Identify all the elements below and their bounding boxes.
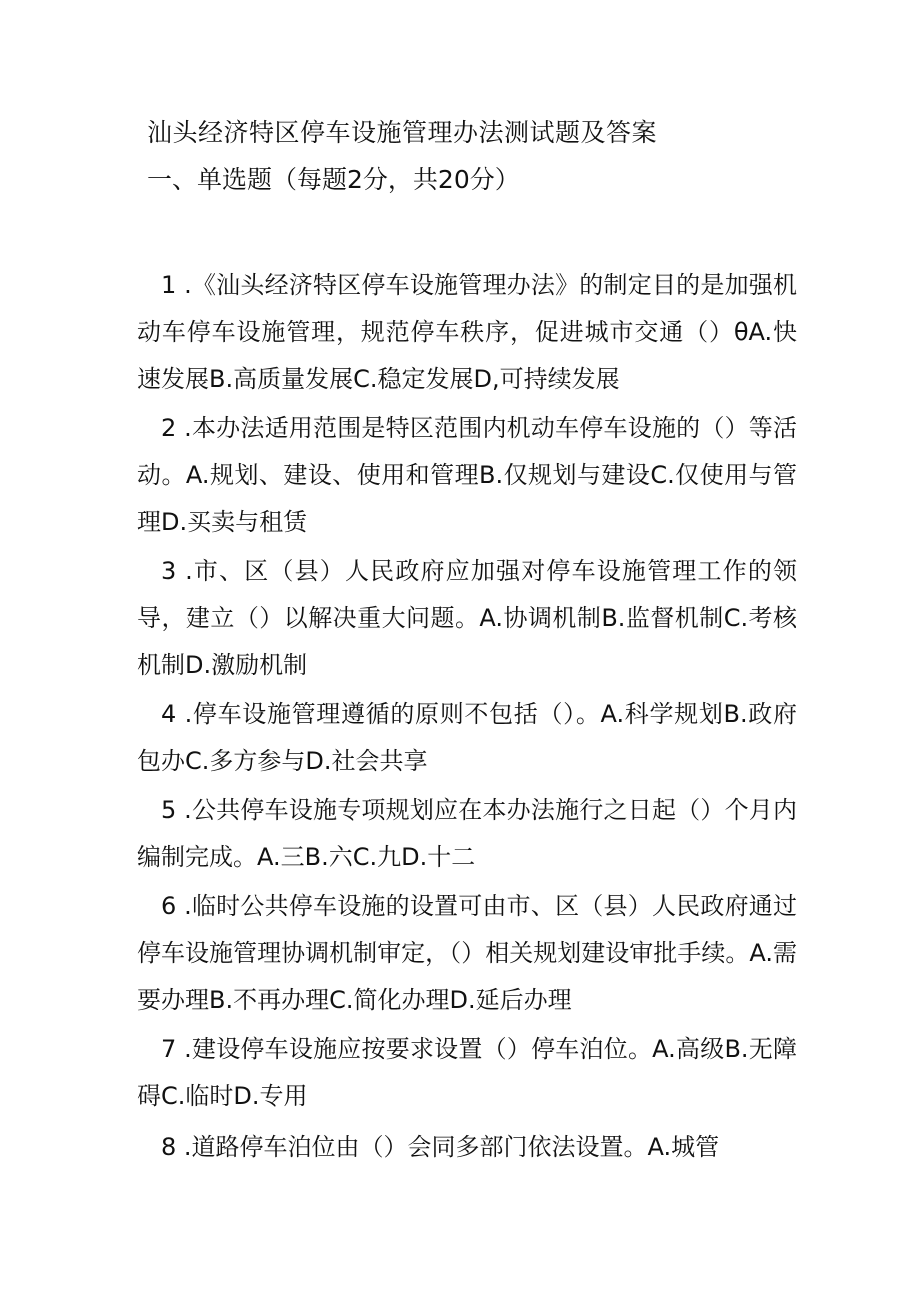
question-7: 7 .建设停车设施应按要求设置（）停车泊位。A.高级B.无障碍C.临时D.专用 [137,1035,797,1110]
question-1: 1 .《汕头经济特区停车设施管理办法》的制定目的是加强机动车停车设施管理，规范停车秩序，促进城市交通（）θA.快速发展B.高质量发展C.稳定发展D,可持续发展 [137,271,797,393]
document-title: 汕头经济特区停车设施管理办法测试题及答案 [147,118,658,147]
section-heading: 一、单选题（每题2分，共20分） [147,165,520,194]
question-8: 8 .道路停车泊位由（）会同多部门依法设置。A.城管 [161,1133,720,1161]
question-5: 5 .公共停车设施专项规划应在本办法施行之日起（）个月内编制完成。A.三B.六C.九D.十二 [137,796,797,871]
question-list [137,262,797,1173]
question-2: 2 .本办法适用范围是特区范围内机动车停车设施的（）等活动。A.规划、建设、使用和管理B.仅规划与建设C.仅使用与管理D.买卖与租赁 [137,414,797,536]
question-6: 6 .临时公共停车设施的设置可由市、区（县）人民政府通过停车设施管理协调机制审定，（）相关规划建设审批手续。A.需要办理B.不再办理C.简化办理D.延后办理 [137,892,797,1014]
question-3: 3 .市、区（县）人民政府应加强对停车设施管理工作的领导，建立（）以解决重大问题。A.协调机制B.监督机制C.考核机制D.激励机制 [137,557,797,679]
question-4: 4 .停车设施管理遵循的原则不包括（）。A.科学规划B.政府包办C.多方参与D.社会共享 [137,700,797,775]
